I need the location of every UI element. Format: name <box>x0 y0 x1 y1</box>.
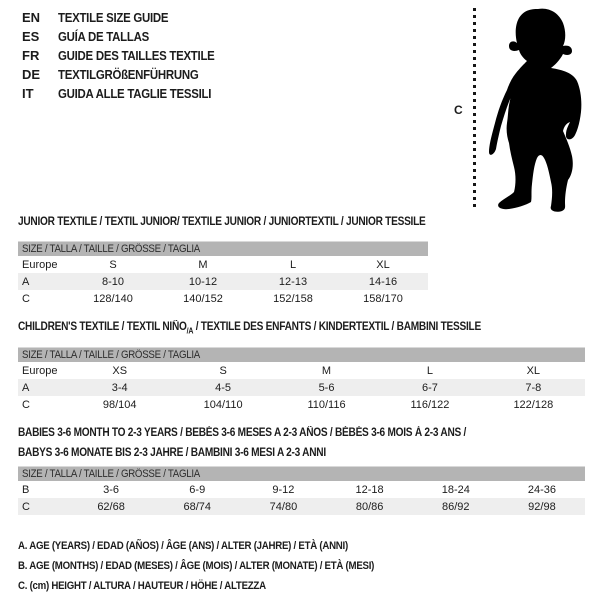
children-title-prefix: CHILDREN'S TEXTILE / TEXTIL NIÑO <box>18 321 187 333</box>
table-cell: M <box>321 364 332 377</box>
language-code: FR <box>22 48 40 63</box>
table-cell: 140/152 <box>183 292 223 305</box>
table-row <box>18 362 585 379</box>
table-cell: 3-6 <box>103 483 120 496</box>
height-measure-label: C <box>454 103 463 117</box>
language-code: EN <box>22 10 41 25</box>
size-header-text: SIZE / TALLA / TAILLE / GRÖSSE / TAGLIA <box>22 243 201 255</box>
guide-title-fr: GUIDE DES TAILLES TEXTILE <box>58 48 215 63</box>
row-label: Europe <box>22 258 58 271</box>
table-cell: 68/74 <box>183 500 212 513</box>
table-row <box>18 481 585 498</box>
table-cell: 8-10 <box>101 275 125 288</box>
table-cell: 10-12 <box>188 275 218 288</box>
note-age-months-text: B. AGE (MONTHS) / EDAD (MESES) / ÂGE (MOIS) / ALTER (MONATE) / ETÀ (MESI) <box>18 560 375 572</box>
row-label: A <box>22 275 30 288</box>
table-cell: 3-4 <box>111 381 128 394</box>
size-header-bar <box>18 241 428 256</box>
table-cell: 6-9 <box>189 483 206 496</box>
table-cell: L <box>289 258 297 271</box>
table-cell: 128/140 <box>93 292 133 305</box>
guide-title-de: TEXTILGRÖßENFÜHRUNG <box>58 67 199 82</box>
table-cell: M <box>198 258 208 271</box>
children-title-subscript: /A <box>186 326 194 336</box>
table-cell: 18-24 <box>441 483 470 496</box>
row-label: C <box>22 500 30 513</box>
size-header-bar <box>18 347 585 362</box>
height-measure-dashed-line <box>473 8 476 208</box>
children-title-suffix: / TEXTILE DES ENFANTS / KINDERTEXTIL / BAMBINI TESSILE <box>193 321 481 333</box>
junior-table-title-text: JUNIOR TEXTILE / TEXTIL JUNIOR/ TEXTILE JUNIOR / JUNIORTEXTIL / JUNIOR TESSILE <box>18 216 426 228</box>
row-label: C <box>22 292 30 305</box>
table-row <box>18 256 428 273</box>
toddler-silhouette-icon <box>486 6 596 212</box>
guide-title-en: TEXTILE SIZE GUIDE <box>58 10 169 25</box>
table-row <box>18 273 428 290</box>
table-cell: 122/128 <box>513 398 554 411</box>
row-label: B <box>22 483 30 496</box>
table-cell: 152/158 <box>273 292 313 305</box>
table-cell: L <box>426 364 433 377</box>
children-size-table <box>18 362 585 413</box>
legend-notes <box>18 536 423 596</box>
row-label: Europe <box>22 364 58 377</box>
language-code: IT <box>22 86 34 101</box>
children-table-title-text <box>18 320 481 338</box>
table-cell: 6-7 <box>421 381 438 394</box>
table-cell: 80/86 <box>355 500 384 513</box>
babies-title-line2-text: BABYS 3-6 MONATE BIS 2-3 JAHRE / BAMBINI 3-6 MESI A 2-3 ANNI <box>18 447 326 459</box>
table-cell: 9-12 <box>272 483 295 496</box>
table-cell: 5-6 <box>318 381 335 394</box>
note-height-cm <box>18 576 423 596</box>
table-cell: XL <box>526 364 541 377</box>
size-header-text: SIZE / TALLA / TAILLE / GRÖSSE / TAGLIA <box>22 468 201 480</box>
table-row <box>18 379 585 396</box>
table-cell: 12-13 <box>278 275 308 288</box>
guide-title-it: GUIDA ALLE TAGLIE TESSILI <box>58 86 212 101</box>
table-cell: S <box>109 258 117 271</box>
junior-size-table <box>18 256 428 307</box>
table-cell: 12-18 <box>355 483 384 496</box>
language-code: DE <box>22 67 41 82</box>
table-cell: S <box>219 364 227 377</box>
table-row <box>18 290 428 307</box>
table-cell: 104/110 <box>203 398 243 411</box>
table-cell: 14-16 <box>368 275 398 288</box>
babies-size-table <box>18 481 585 515</box>
babies-title-line1-text: BABIES 3-6 MONTH TO 2-3 YEARS / BEBÉS 3-6 MESES A 2-3 AÑOS / BÉBÉS 3-6 MOIS À 2-3 ANS / <box>18 427 467 439</box>
junior-textile-section <box>18 215 428 307</box>
size-header-text: SIZE / TALLA / TAILLE / GRÖSSE / TAGLIA <box>22 349 201 361</box>
table-cell: 7-8 <box>525 381 542 394</box>
babies-table-title-line1 <box>18 423 585 443</box>
guide-title-es: GUÍA DE TALLAS <box>58 29 149 44</box>
table-cell: 98/104 <box>102 398 137 411</box>
row-label: C <box>22 398 30 411</box>
note-age-years-text: A. AGE (YEARS) / EDAD (AÑOS) / ÂGE (ANS) / ALTER (JAHRE) / ETÀ (ANNI) <box>18 540 348 552</box>
table-cell: XL <box>376 258 390 271</box>
note-age-months <box>18 556 423 576</box>
row-label: A <box>22 381 30 394</box>
table-cell: 74/80 <box>269 500 298 513</box>
table-cell: 116/122 <box>410 398 450 411</box>
table-row <box>18 498 585 515</box>
height-figure <box>0 0 600 215</box>
babies-textile-section <box>18 423 585 515</box>
children-textile-section <box>18 320 585 413</box>
table-row <box>18 396 585 413</box>
table-cell: 24-36 <box>527 483 557 496</box>
table-cell: XS <box>112 364 128 377</box>
table-cell: 110/116 <box>307 398 346 411</box>
junior-table-title <box>18 215 428 229</box>
table-cell: 86/92 <box>442 500 470 513</box>
babies-table-title-line2 <box>18 443 585 463</box>
language-code: ES <box>22 29 40 44</box>
note-age-years <box>18 536 423 556</box>
table-cell: 4-5 <box>215 381 232 394</box>
size-header-bar <box>18 466 585 481</box>
note-height-cm-text: C. (cm) HEIGHT / ALTURA / HAUTEUR / HÖHE / ALTEZZA <box>18 580 266 592</box>
table-cell: 62/68 <box>97 500 125 513</box>
table-cell: 92/98 <box>528 500 556 513</box>
table-cell: 158/170 <box>363 292 403 305</box>
children-table-title <box>18 320 585 334</box>
